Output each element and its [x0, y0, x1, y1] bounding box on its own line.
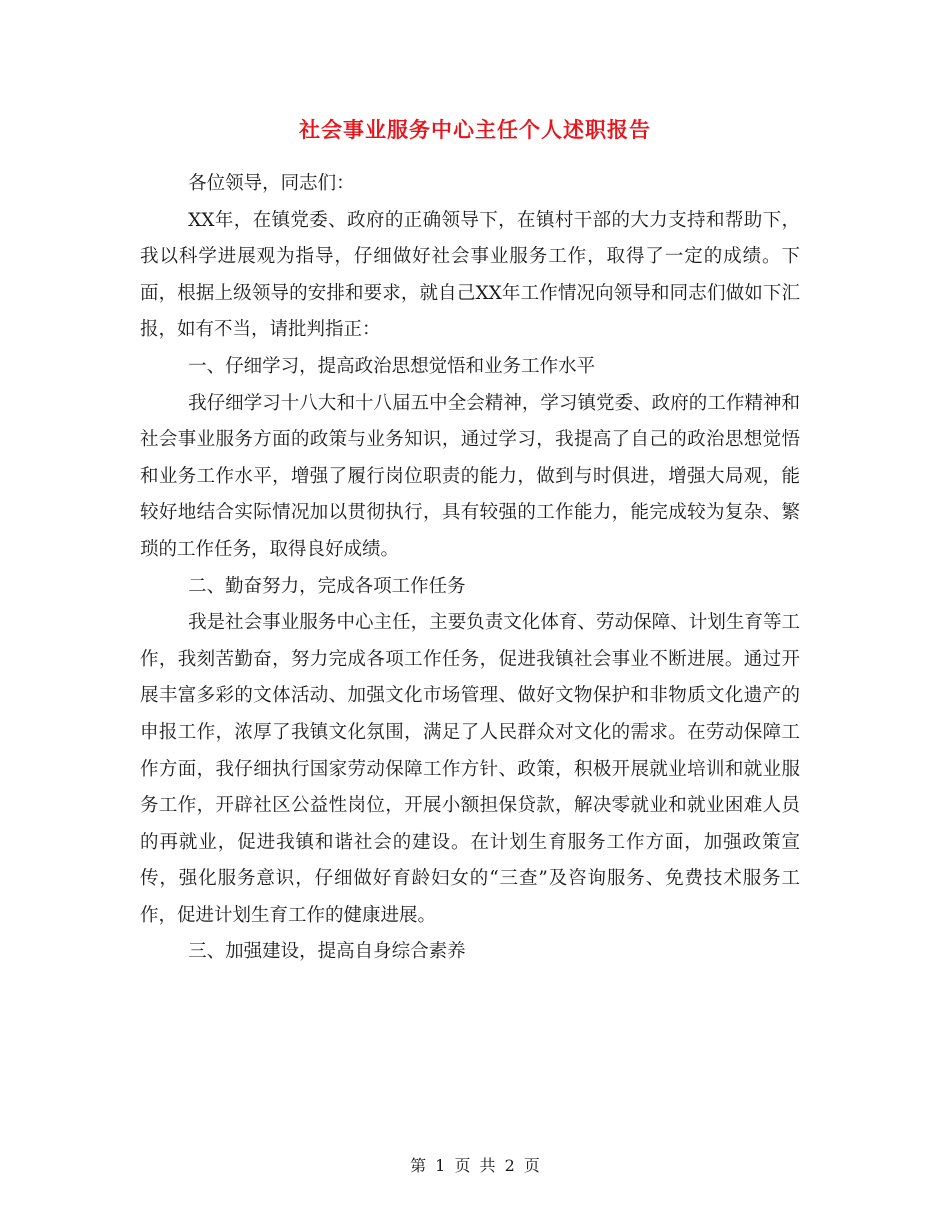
- document-title: 社会事业服务中心主任个人述职报告: [299, 118, 651, 142]
- document-body: [140, 166, 800, 971]
- section-heading-1: 一、仔细学习，提高政治思想觉悟和业务工作水平: [188, 355, 596, 377]
- section-heading-2: 二、勤奋努力，完成各项工作任务: [188, 575, 466, 597]
- page-footer: 第 1 页 共 2 页: [410, 1156, 540, 1175]
- section-heading-3: 三、加强建设，提高自身综合素养: [188, 941, 466, 963]
- salutation: 各位领导，同志们：: [188, 173, 355, 194]
- intro-paragraph: XX年，在镇党委、政府的正确领导下，在镇村干部的大力支持和帮助下，我以科学进展观为指导，仔细做好社会事业服务工作，取得了一定的成绩。下面，根据上级领导的安排和要求，就自己XX年工作情况向领导和同志们做如下汇报，如有不当，请批判指正：: [140, 209, 800, 341]
- section-paragraph-2: 我是社会事业服务中心主任，主要负责文化体育、劳动保障、计划生育等工作，我刻苦勤奋，努力完成各项工作任务，促进我镇社会事业不断进展。通过开展丰富多彩的文体活动、加强文化市场管理、做好文物保护和非物质文化遗产的申报工作，浓厚了我镇文化氛围，满足了人民群众对文化的需求。在劳动保障工作方面，我仔细执行国家劳动保障工作方针、政策，积极开展就业培训和就业服务工作，开辟社区公益性岗位，开展小额担保贷款，解决零就业和就业困难人员的再就业，促进我镇和谐社会的建设。在计划生育服务工作方面，加强政策宣传，强化服务意识，仔细做好育龄妇女的“三查”及咨询服务、免费技术服务工作，促进计划生育工作的健康进展。: [140, 612, 800, 926]
- section-paragraph-1: 我仔细学习十八大和十八届五中全会精神，学习镇党委、政府的工作精神和社会事业服务方面的政策与业务知识，通过学习，我提高了自己的政治思想觉悟和业务工作水平，增强了履行岗位职责的能力，做到与时俱进，增强大局观，能较好地结合实际情况加以贯彻执行，具有较强的工作能力，能完成较为复杂、繁琐的工作任务，取得良好成绩。: [140, 392, 800, 560]
